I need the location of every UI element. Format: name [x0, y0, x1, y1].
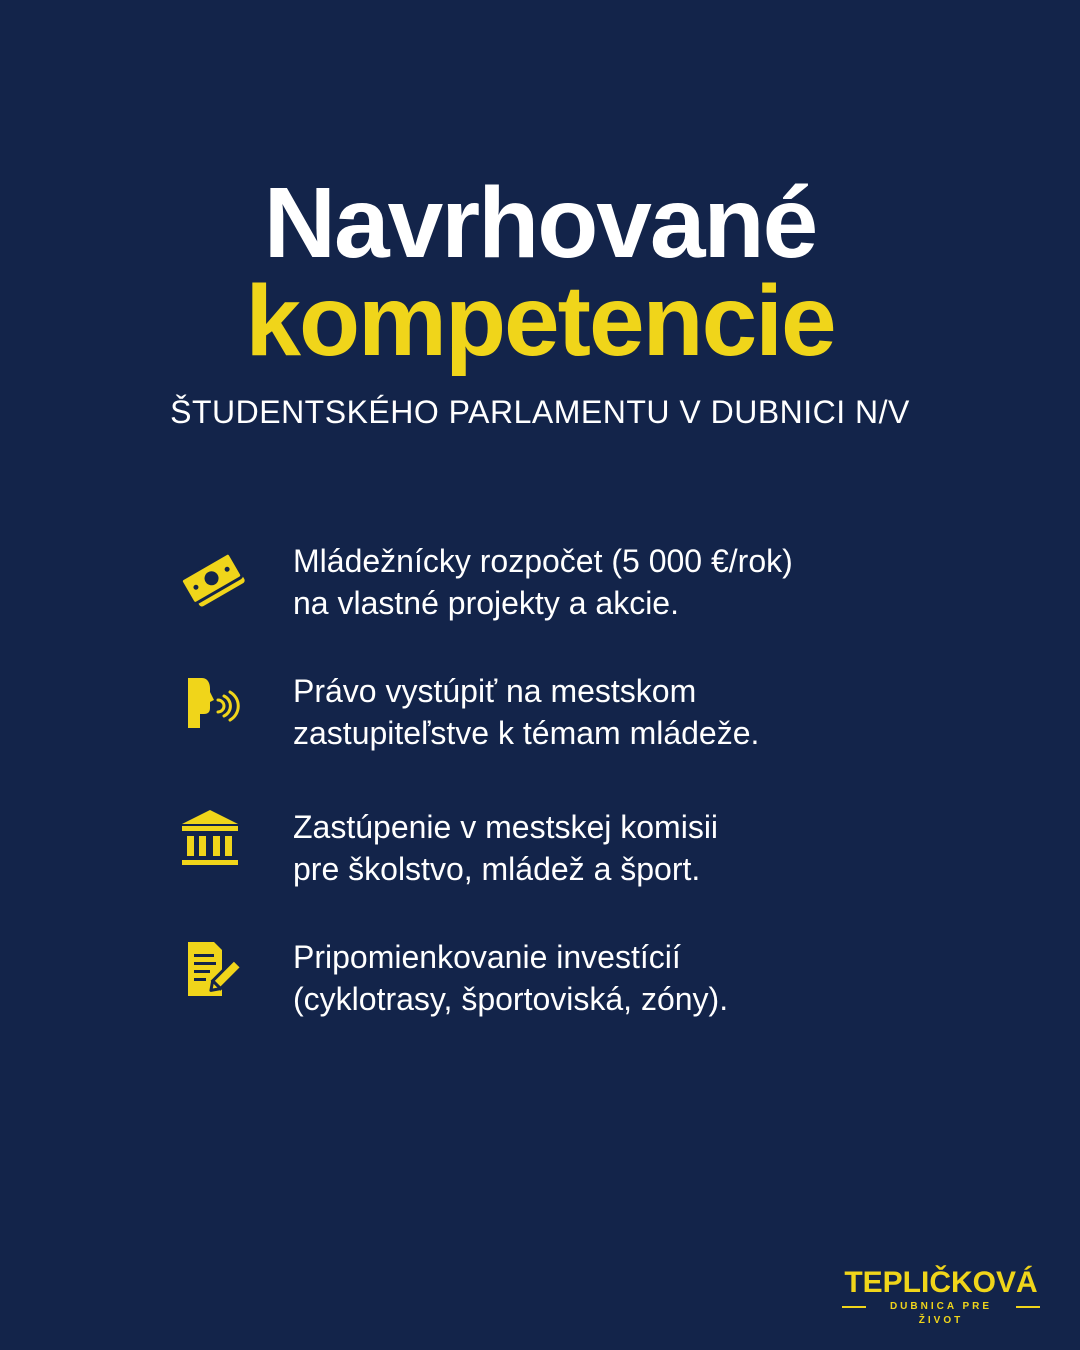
brand-logo [836, 1266, 1046, 1326]
list-item-line: Mládežnícky rozpočet (5 000 €/rok) [293, 543, 793, 579]
logo-name: TEPLIČKOVÁ [844, 1266, 1038, 1299]
list-item-text [293, 936, 933, 1020]
list-item-budget [180, 540, 940, 630]
list-item-line: Pripomienkovanie investícií [293, 939, 681, 975]
money-icon [180, 540, 252, 612]
list-item-line: Zastúpenie v mestskej komisii [293, 809, 719, 845]
document-edit-icon [180, 936, 252, 1008]
institution-icon [180, 806, 252, 878]
tagline-divider-left [842, 1306, 866, 1308]
list-item-line: Právo vystúpiť na mestskom [293, 673, 697, 709]
title-line-2: kompetencie [245, 265, 835, 377]
list-item-line: na vlastné projekty a akcie. [293, 585, 679, 621]
logo-tagline: DUBNICA PRE ŽIVOT [889, 1301, 993, 1326]
list-item-line: pre školstvo, mládež a šport. [293, 851, 701, 887]
logo-tagline-row [836, 1300, 1046, 1326]
list-item-council-speech [180, 670, 940, 760]
speaking-head-icon [180, 670, 252, 742]
subtitle: ŠTUDENTSKÉHO PARLAMENTU V DUBNICI N/V [170, 394, 910, 430]
list-item-text [293, 540, 933, 624]
list-item-investments [180, 936, 940, 1026]
list-item-text [293, 670, 933, 754]
list-item-line: (cyklotrasy, športoviská, zóny). [293, 981, 729, 1017]
list-item-line: zastupiteľstve k témam mládeže. [293, 715, 760, 751]
list-item-text [293, 806, 933, 890]
title-line-1: Navrhované [263, 167, 817, 279]
list-item-commission [180, 806, 940, 896]
tagline-divider-right [1016, 1306, 1040, 1308]
